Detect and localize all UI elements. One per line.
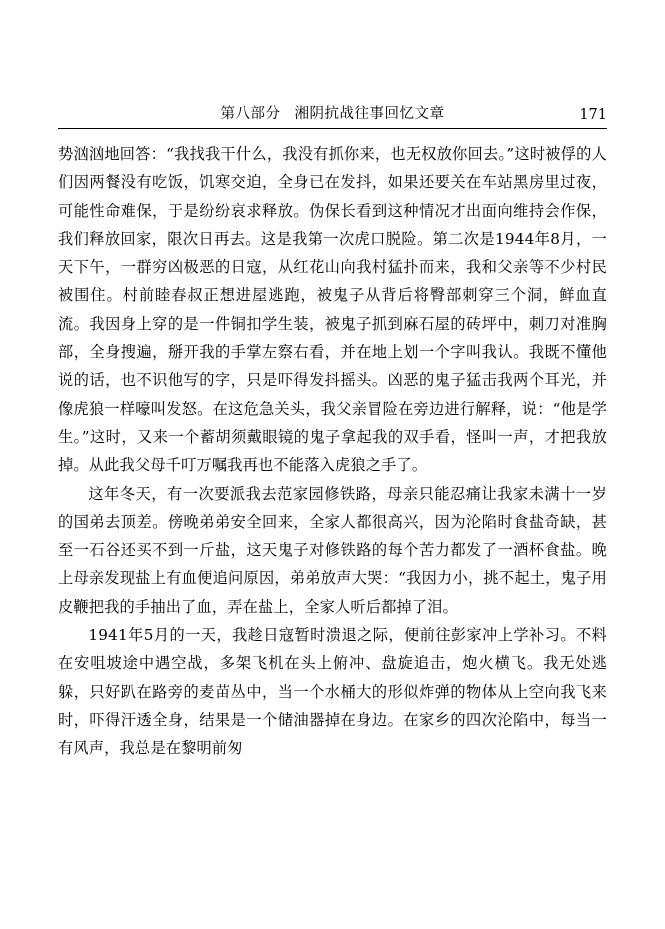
page-number: 171 <box>579 107 607 123</box>
header-title: 湘阴抗战往事回忆文章 <box>294 106 445 122</box>
paragraph-1: 势汹汹地回答：“我找我干什么，我没有抓你来，也无权放你回去。”这时被俘的人们因两餐没有吃饭，饥寒交迫，全身已在发抖，如果还要关在车站黑房里过夜，可能性命难保，于是纷纷哀求释放。伪保长看到这种情况才出面向维持会作保，我们释放回家，限次日再去。这是我第一次虎口脱险。第二次是1944年8月，一天下午，一群穷凶极恶的日寇，从红花山向我村猛扑而来，我和父亲等不少村民被围住。村前睦春叔正想进屋逃跑，被鬼子从背后将臀部刺穿三个洞，鲜血直流。我因身上穿的是一件铜扣学生装，被鬼子抓到麻石屋的砖坪中，刺刀对准胸部，全身搜遍，掰开我的手掌左察右看，并在地上划一个字叫我认。我既不懂他说的话，也不识他写的字，只是吓得发抖摇头。凶恶的鬼子猛击我两个耳光，并像虎狼一样嚎叫发怒。在这危急关头，我父亲冒险在旁边进行解释，说：“他是学生。”这时，又来一个蓄胡须戴眼镜的鬼子拿起我的双手看，怪叫一声，才把我放掉。从此我父母千叮万嘱我再也不能落入虎狼之手了。 <box>58 145 607 475</box>
header-rule <box>58 128 607 129</box>
header-center <box>58 102 607 123</box>
paragraph-2: 这年冬天，有一次要派我去范家园修铁路，母亲只能忍痛让我家未满十一岁的国弟去顶差。傍晚弟弟安全回来，全家人都很高兴，因为沦陷时食盐奇缺，甚至一石谷还买不到一斤盐，这天鬼子对修铁路的每个苦力都发了一酒杯食盐。晚上母亲发现盐上有血便追问原因，弟弟放声大哭：“我因力小，挑不起土，鬼子用皮鞭把我的手抽出了血，弄在盐上，全家人听后都掉了泪。 <box>58 484 607 616</box>
header-part-label: 第八部分 <box>220 106 281 122</box>
paragraph-3: 1941年5月的一天，我趁日寇暂时溃退之际，便前往彭家冲上学补习。不料在安咀坡途中遇空战，多架飞机在头上俯冲、盘旋追击，炮火横飞。我无处逃躲，只好趴在路旁的麦苗丛中，当一个水桶大的形似炸弹的物体从上空向我飞来时，吓得汗透全身，结果是一个储油器掉在身边。在家乡的四次沦陷中，每当一有风声，我总是在黎明前匆 <box>58 626 607 758</box>
page-header <box>0 95 665 123</box>
page-body <box>58 140 607 899</box>
